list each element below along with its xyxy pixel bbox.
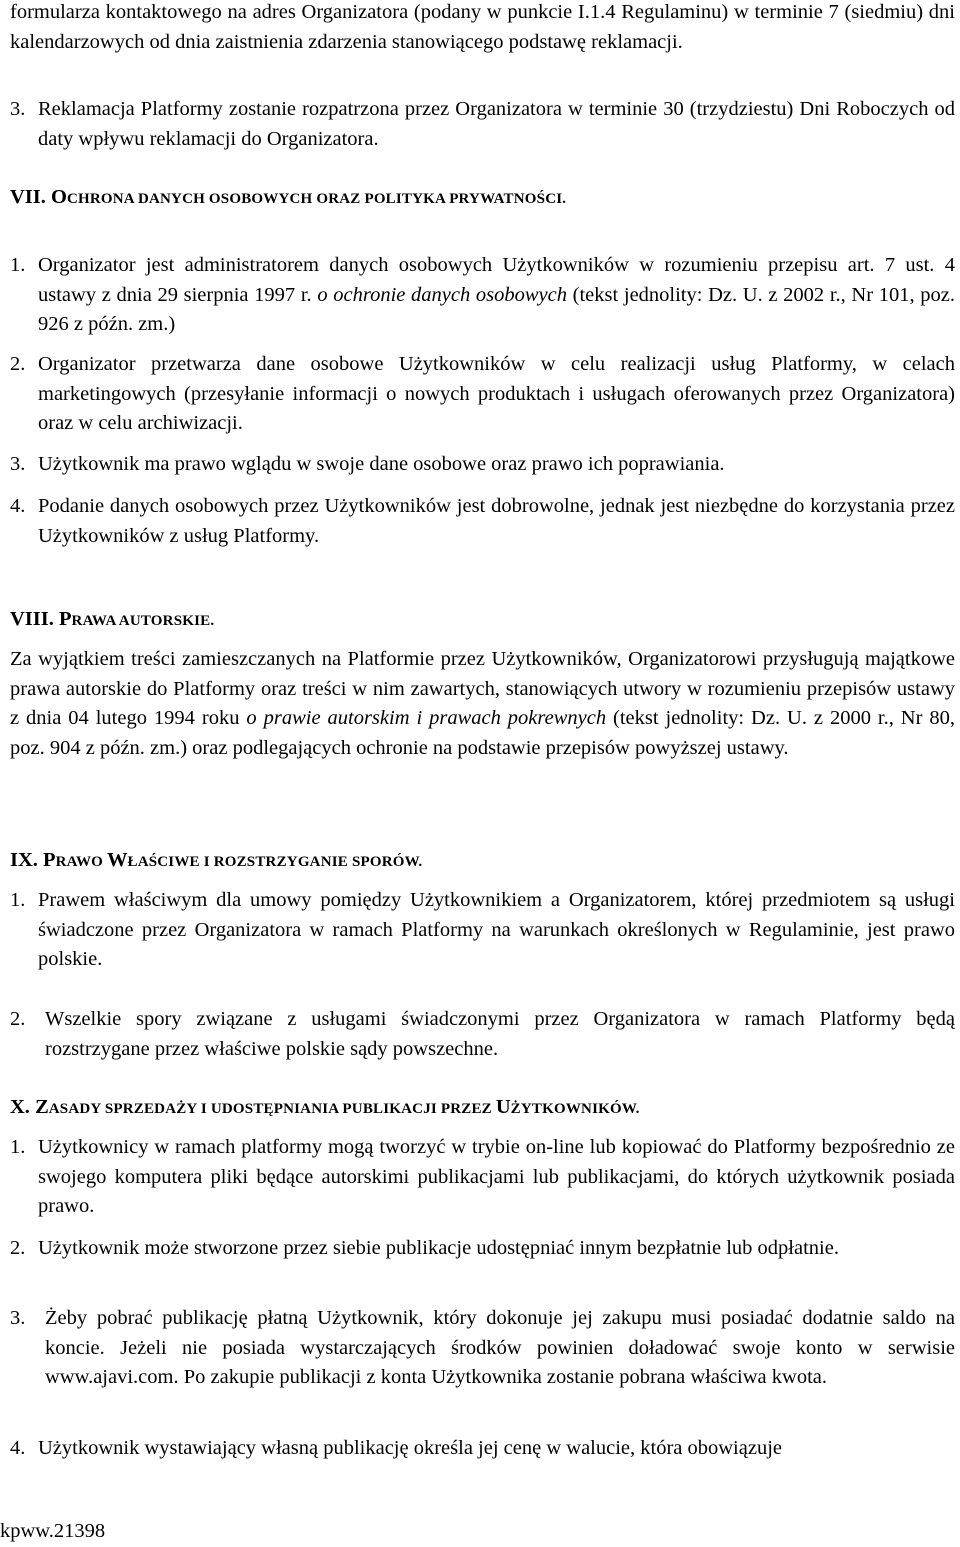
item-text: Reklamacja Platformy zostanie rozpatrzona przez Organizatora w terminie 30 (trzydziestu) Dni Roboczych od daty wpływu reklamacji do Organizatora. [38, 98, 955, 150]
complaint-item-3 [10, 95, 955, 154]
copyright-paragraph: Za wyjątkiem treści zamieszczanych na Platformie przez Użytkowników, Organizatorowi przysługują majątkowe prawa autorskie do Platformy oraz treści w nim zawartych, stanowiących utwory w rozumieniu przepisów ustawy z dnia 04 lutego 1994 roku o prawie autorskim i prawach pokrewnych (tekst jednolity: Dz. U. z 2000 r., Nr 80, poz. 904 z późn. zm.) oraz podlegających ochronie na podstawie przepisów powyższej ustawy. [10, 648, 955, 759]
law-item-2 [10, 1005, 955, 1064]
section-roman: IX. [10, 849, 38, 871]
item-number: 2. [10, 1008, 26, 1030]
section-heading-ix [10, 846, 955, 878]
act-title-italic: o ochronie danych osobowych [317, 283, 567, 306]
section-title-initial: O [51, 186, 67, 208]
item-number: 4. [10, 1437, 26, 1459]
section-title-initial: P [43, 849, 56, 871]
item-text: Organizator jest administratorem danych osobowych Użytkowników w rozumieniu przepisu art. 7 ust. 4 ustawy z dnia 29 sierpnia 1997 r. o ochronie danych osobowych (tekst jednolity: Dz. U. z 2002 r., Nr 101, poz. 926 z późn. zm.) [38, 254, 955, 335]
section-heading-x [10, 1093, 955, 1125]
item-number: 3. [10, 1307, 26, 1329]
item-number: 1. [10, 254, 26, 276]
section-title-initial: W [107, 849, 128, 871]
item-text: Wszelkie spory związane z usługami świadczonymi przez Organizatora w ramach Platformy będą rozstrzygane przez właściwe polskie sądy powszechne. [45, 1008, 955, 1060]
section-title-part: ŁAŚCIWE I ROZSTRZYGANIE SPORÓW. [127, 854, 423, 870]
section-title-part: ŻYTKOWNIKÓW. [510, 1101, 640, 1117]
item-text: Żeby pobrać publikację płatną Użytkownik, który dokonuje jej zakupu musi posiadać dodatnie saldo na koncie. Jeżeli nie posiada wystarczających środków powinien doładować swoje konto w serwisie www.ajavi.com. Po zakupie publikacji z konta Użytkownika zostanie pobrana właściwa kwota. [45, 1307, 955, 1388]
section-title-part: ASADY SPRZEDAŻY I UDOSTĘPNIANIA PUBLIKACJI PRZEZ [48, 1101, 496, 1117]
section-title-initial: P [59, 608, 72, 630]
item-text: Użytkownik ma prawo wglądu w swoje dane osobowe oraz prawo ich poprawiania. [38, 453, 725, 475]
item-text: Organizator przetwarza dane osobowe Użytkowników w celu realizacji usług Platformy, w celach marketingowych (przesyłanie informacji o nowych produktach i usługach oferowanych przez Organizatora) oraz w celu archiwizacji. [38, 353, 955, 434]
act-title-italic: o prawie autorskim i prawach pokrewnych [246, 707, 607, 729]
section-title-initial: Z [35, 1096, 49, 1118]
section-heading-vii [10, 183, 955, 215]
law-item-1 [10, 886, 955, 975]
item-number: 2. [10, 1237, 26, 1259]
privacy-item-4 [10, 492, 955, 551]
item-number: 1. [10, 889, 26, 911]
sales-item-3 [10, 1304, 955, 1393]
sales-item-1 [10, 1133, 955, 1222]
section-roman: VIII. [10, 608, 54, 630]
item-number: 4. [10, 495, 26, 517]
privacy-item-2 [10, 350, 955, 439]
section-title: RAWA AUTORSKIE. [71, 613, 215, 629]
sales-item-2 [10, 1234, 955, 1264]
item-number: 3. [10, 453, 26, 475]
continuation-paragraph: formularza kontaktowego na adres Organizatora (podany w punkcie I.1.4 Regulaminu) w terminie 7 (siedmiu) dni kalendarzowych od dnia zaistnienia zdarzenia stanowiącego podstawę reklamacji. [10, 1, 955, 53]
item-text: Użytkownicy w ramach platformy mogą tworzyć w trybie on-line lub kopiować do Platformy bezpośrednio ze swojego komputera pliki będące autorskimi publikacjami lub publikacjami, do których użytkownik posiada prawo. [38, 1136, 955, 1217]
item-number: 1. [10, 1136, 26, 1158]
item-number: 3. [10, 98, 26, 120]
document-id-footer: kpww.21398 [0, 1520, 106, 1542]
privacy-item-1 [10, 251, 955, 340]
section-roman: X. [10, 1096, 30, 1118]
section-roman: VII. [10, 186, 46, 208]
section-title: CHRONA DANYCH OSOBOWYCH ORAZ POLITYKA PRYWATNOŚCI. [66, 191, 567, 207]
section-heading-viii [10, 605, 955, 637]
item-text: Prawem właściwym dla umowy pomiędzy Użytkownikiem a Organizatorem, której przedmiotem są usługi świadczone przez Organizatora w ramach Platformy na warunkach określonych w Regulaminie, jest prawo polskie. [38, 889, 955, 970]
privacy-item-3 [10, 450, 955, 480]
section-title-initial: U [495, 1096, 511, 1118]
item-text: Podanie danych osobowych przez Użytkowników jest dobrowolne, jednak jest niezbędne do korzystania przez Użytkowników z usług Platformy. [38, 495, 955, 547]
sales-item-4 [10, 1434, 955, 1464]
item-text: Użytkownik wystawiający własną publikację określa jej cenę w walucie, która obowiązuje [38, 1437, 782, 1459]
item-number: 2. [10, 353, 26, 375]
section-title-part: RAWO [55, 854, 107, 870]
item-text: Użytkownik może stworzone przez siebie publikacje udostępniać innym bezpłatnie lub odpłatnie. [38, 1237, 839, 1259]
